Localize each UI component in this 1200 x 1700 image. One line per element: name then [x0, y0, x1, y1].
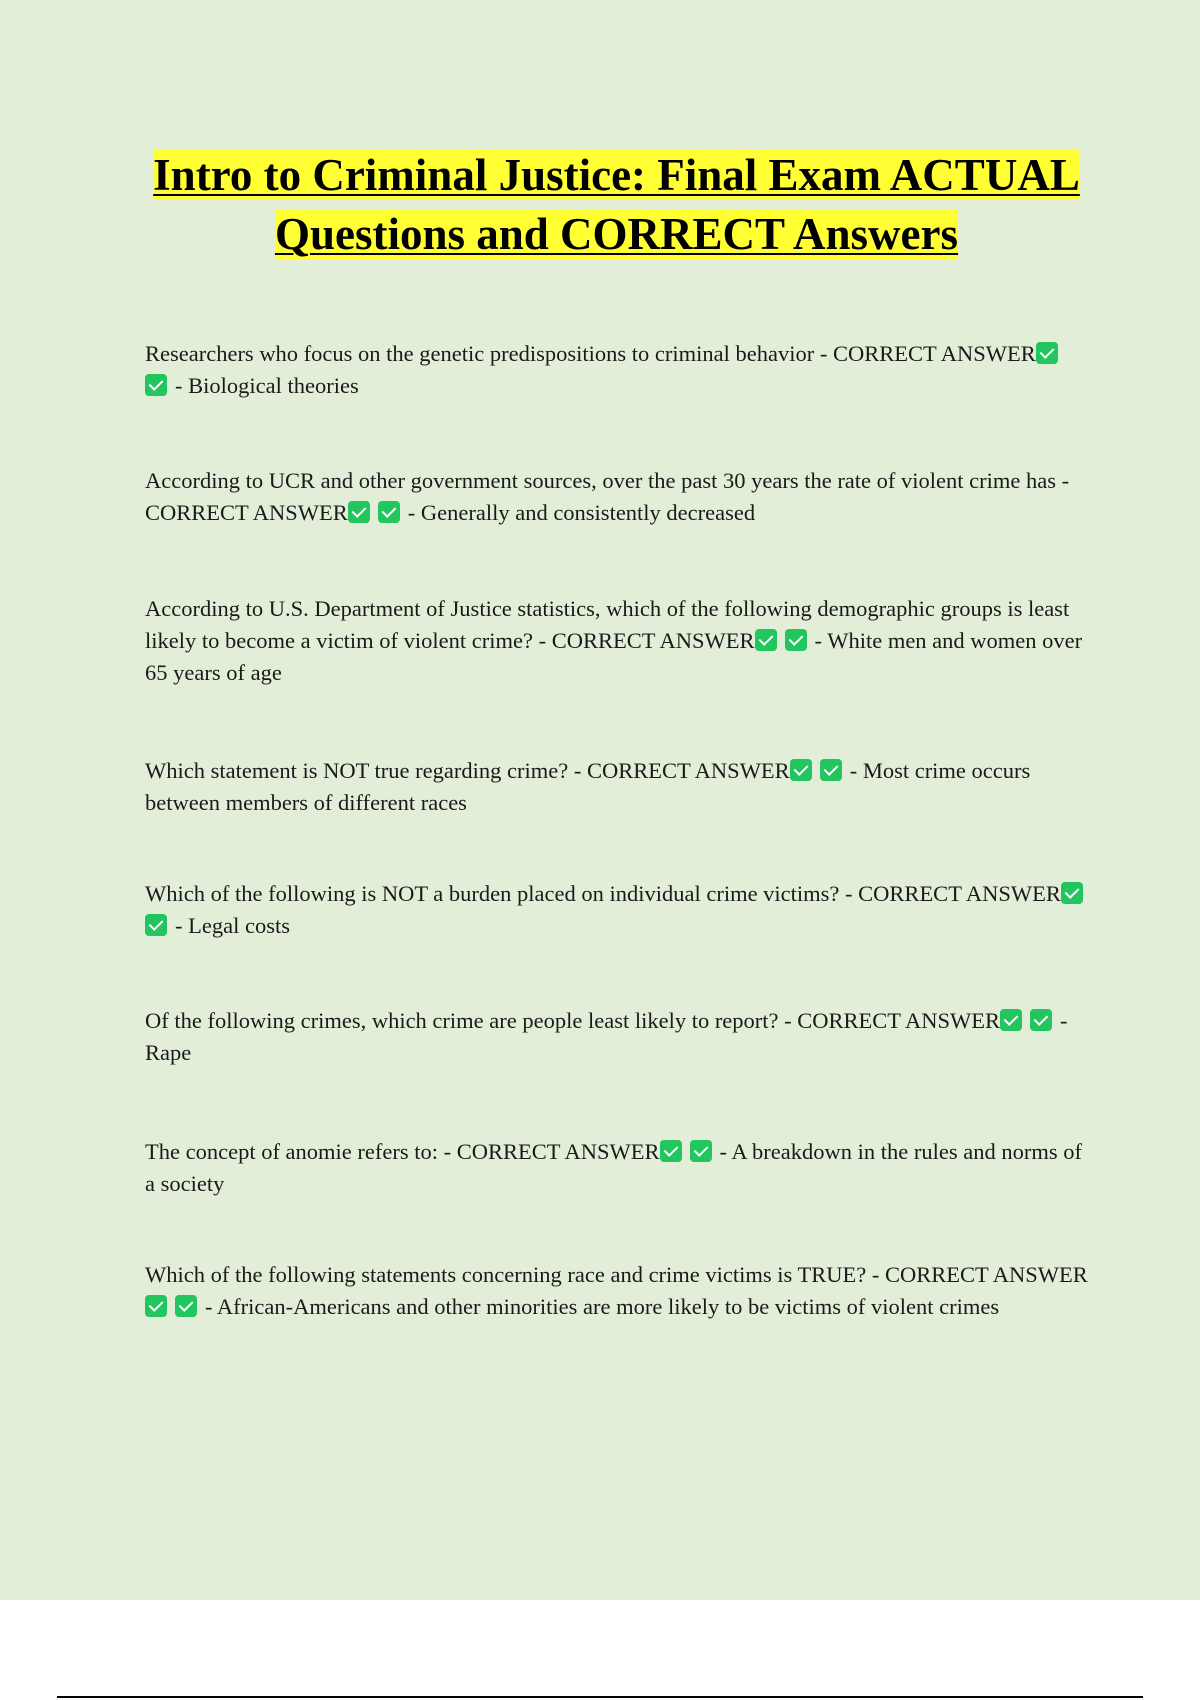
qa-item: According to U.S. Department of Justice statistics, which of the following demographic groups is least likely to become a victim of violent crime? - CORRECT ANSWER - White men and women over 65 years of age: [145, 596, 1083, 685]
question-text: Which of the following statements concerning race and crime victims is TRUE?: [145, 1262, 867, 1287]
check-box-icon: [790, 759, 812, 781]
qa-item: Which of the following statements concerning race and crime victims is TRUE? - CORRECT ANSWER- African-Americans and other minorities are more likely to be victims of violent crimes: [145, 1262, 1088, 1319]
qa-item: Of the following crimes, which crime are people least likely to report? - CORRECT ANSWER - Rape: [145, 1008, 1068, 1065]
answer-text: A breakdown in the rules and norms of a society: [145, 1139, 1082, 1196]
question-text: Which of the following is NOT a burden placed on individual crime victims?: [145, 881, 840, 906]
qa-item: Researchers who focus on the genetic predispositions to criminal behavior - CORRECT ANSWER- Biological theories: [145, 338, 1095, 402]
document-title: [145, 146, 1088, 264]
answer-text: African-Americans and other minorities are more likely to be victims of violent crimes: [216, 1294, 1000, 1319]
answer-marker: CORRECT ANSWER: [832, 341, 1036, 366]
answer-marker: CORRECT ANSWER: [586, 758, 790, 783]
footer-divider: [57, 1696, 1143, 1698]
check-box-icon: [145, 1295, 167, 1317]
answer-text: Generally and consistently decreased: [420, 500, 756, 525]
answer-text: White men and women over 65 years of age: [145, 628, 1083, 685]
qa-item: Which statement is NOT true regarding crime? - CORRECT ANSWER - Most crime occurs between members of different races: [145, 758, 1031, 815]
question-text: The concept of anomie refers to:: [145, 1139, 438, 1164]
answer-marker: CORRECT ANSWER: [551, 628, 755, 653]
check-box-icon: [690, 1140, 712, 1162]
check-box-icon: [145, 374, 167, 396]
answer-marker: CORRECT ANSWER: [145, 500, 348, 525]
answer-marker: CORRECT ANSWER: [885, 1262, 1088, 1287]
answer-marker: CORRECT ANSWER: [456, 1139, 660, 1164]
check-box-icon: [378, 501, 400, 523]
check-box-icon: [820, 759, 842, 781]
question-text: Of the following crimes, which crime are people least likely to report?: [145, 1008, 779, 1033]
check-box-icon: [755, 629, 777, 651]
question-text: According to U.S. Department of Justice statistics, which of the following demographic groups is least likely to become a victim of violent crime?: [145, 596, 1070, 653]
question-text: Researchers who focus on the genetic predispositions to criminal behavior: [145, 341, 815, 366]
answer-marker: CORRECT ANSWER: [797, 1008, 1001, 1033]
qa-item: The concept of anomie refers to: - CORRECT ANSWER - A breakdown in the rules and norms of a society: [145, 1139, 1082, 1196]
question-text: According to UCR and other government sources, over the past 30 years the rate of violent crime has: [145, 468, 1056, 493]
document-title-text: Intro to Criminal Justice: Final Exam ACTUAL Questions and CORRECT Answers: [153, 150, 1080, 259]
answer-text: Biological theories: [188, 373, 359, 398]
check-box-icon: [785, 629, 807, 651]
answer-marker: CORRECT ANSWER: [858, 881, 1061, 906]
qa-item: According to UCR and other government sources, over the past 30 years the rate of violent crime has - CORRECT ANSWER - Generally and consistently decreased: [145, 468, 1070, 525]
check-box-icon: [1036, 342, 1058, 364]
check-box-icon: [1061, 882, 1083, 904]
check-box-icon: [145, 914, 167, 936]
check-box-icon: [660, 1140, 682, 1162]
check-box-icon: [1030, 1009, 1052, 1031]
check-box-icon: [1000, 1009, 1022, 1031]
answer-text: Rape: [145, 1040, 192, 1065]
question-text: Which statement is NOT true regarding crime?: [145, 758, 569, 783]
answer-text: Most crime occurs between members of different races: [145, 758, 1031, 815]
answer-text: Legal costs: [188, 913, 290, 938]
qa-item: Which of the following is NOT a burden placed on individual crime victims? - CORRECT ANSWER- Legal costs: [145, 878, 1095, 942]
check-box-icon: [175, 1295, 197, 1317]
check-box-icon: [348, 501, 370, 523]
